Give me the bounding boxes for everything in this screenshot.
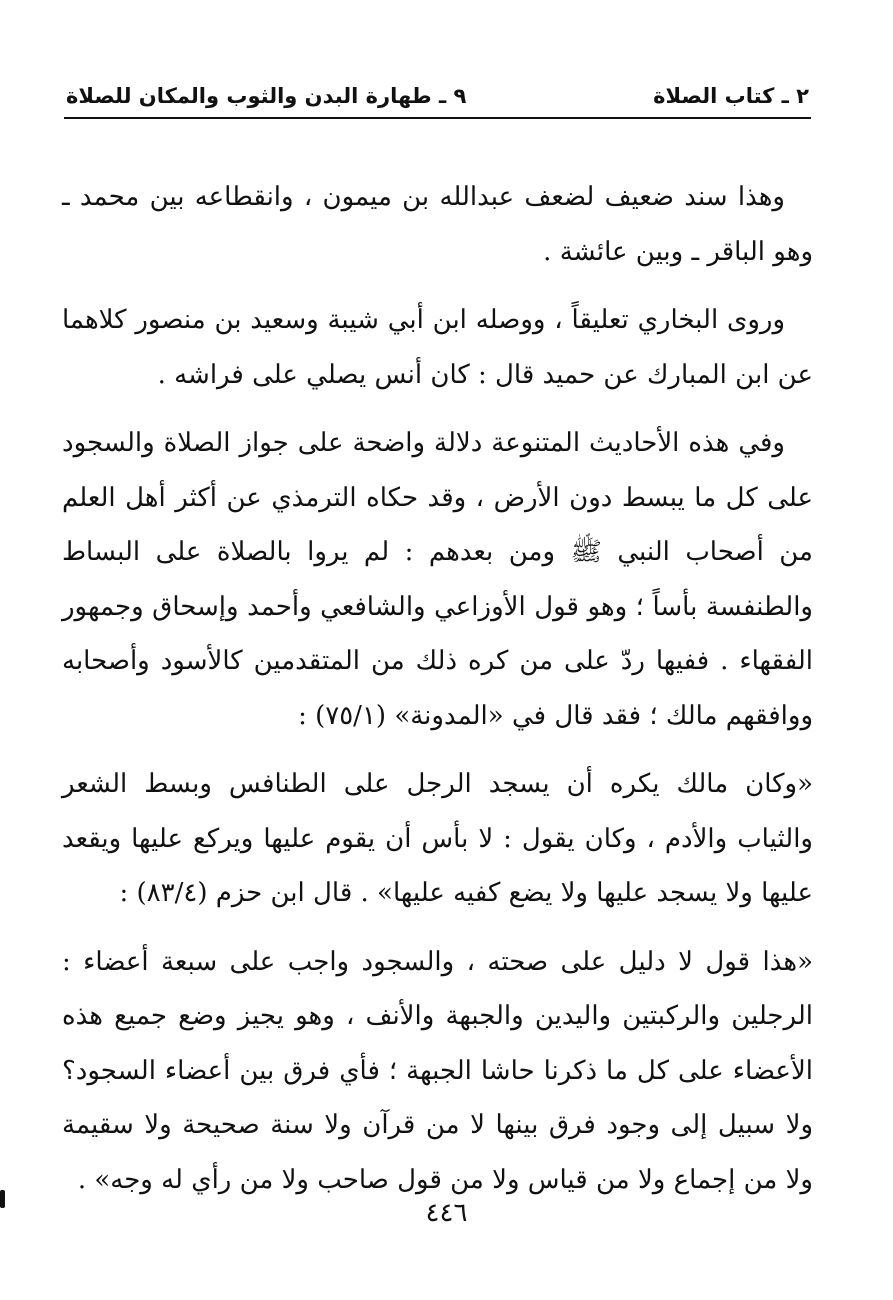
chapter-title: ٢ ـ كتاب الصلاة [653,84,809,108]
paragraph: وهذا سند ضعيف لضعف عبدالله بن ميمون ، وانقطاعه بين محمد ـ وهو الباقر ـ وبين عائشة . [62,182,813,267]
paragraph: وروى البخاري تعليقاً ، ووصله ابن أبي شيبة وسعيد بن منصور كلاهما عن ابن المبارك عن حميد قال : كان أنس يصلي على فراشه . [62,305,813,390]
page-number: ٤٤٦ [425,1198,468,1228]
running-header [66,78,809,114]
section-title: ٩ ـ طهارة البدن والثوب والمكان للصلاة [66,84,467,108]
header-rule [64,117,811,119]
quote-paragraph: «وكان مالك يكره أن يسجد الرجل على الطنافس وبسط الشعر والثياب والأدم ، وكان يقول : لا بأس أن يقوم عليها ويركع عليها ويقعد عليها ولا يسجد عليها ولا يضع كفيه عليها» . قال ابن حزم (٨٣/٤) : [62,769,813,908]
page-body [62,170,813,1221]
scan-edge-mark [0,1190,5,1208]
quote-paragraph: «هذا قول لا دليل على صحته ، والسجود واجب على سبعة أعضاء : الرجلين والركبتين واليدين والجبهة والأنف ، وهو يجيز وضع جميع هذه الأعضاء على كل ما ذكرنا حاشا الجبهة ؛ فأي فرق بين أعضاء السجود؟ ولا سبيل إلى وجود فرق بينها لا من قرآن ولا سنة صحيحة ولا سقيمة ولا من إجماع ولا من قياس ولا من قول صاحب ولا من رأي له وجه» . [62,946,813,1195]
paragraph: وفي هذه الأحاديث المتنوعة دلالة واضحة على جواز الصلاة والسجود على كل ما يبسط دون الأرض ، وقد حكاه الترمذي عن أكثر أهل العلم من أصحاب النبي ﷺ ومن بعدهم : لم يروا بالصلاة على البساط والطنفسة بأساً ؛ وهو قول الأوزاعي والشافعي وأحمد وإسحاق وجمهور الفقهاء . ففيها ردّ على من كره ذلك من المتقدمين كالأسود وأصحابه ووافقهم مالك ؛ فقد قال في «المدونة» (٧٥/١) : [62,428,813,731]
